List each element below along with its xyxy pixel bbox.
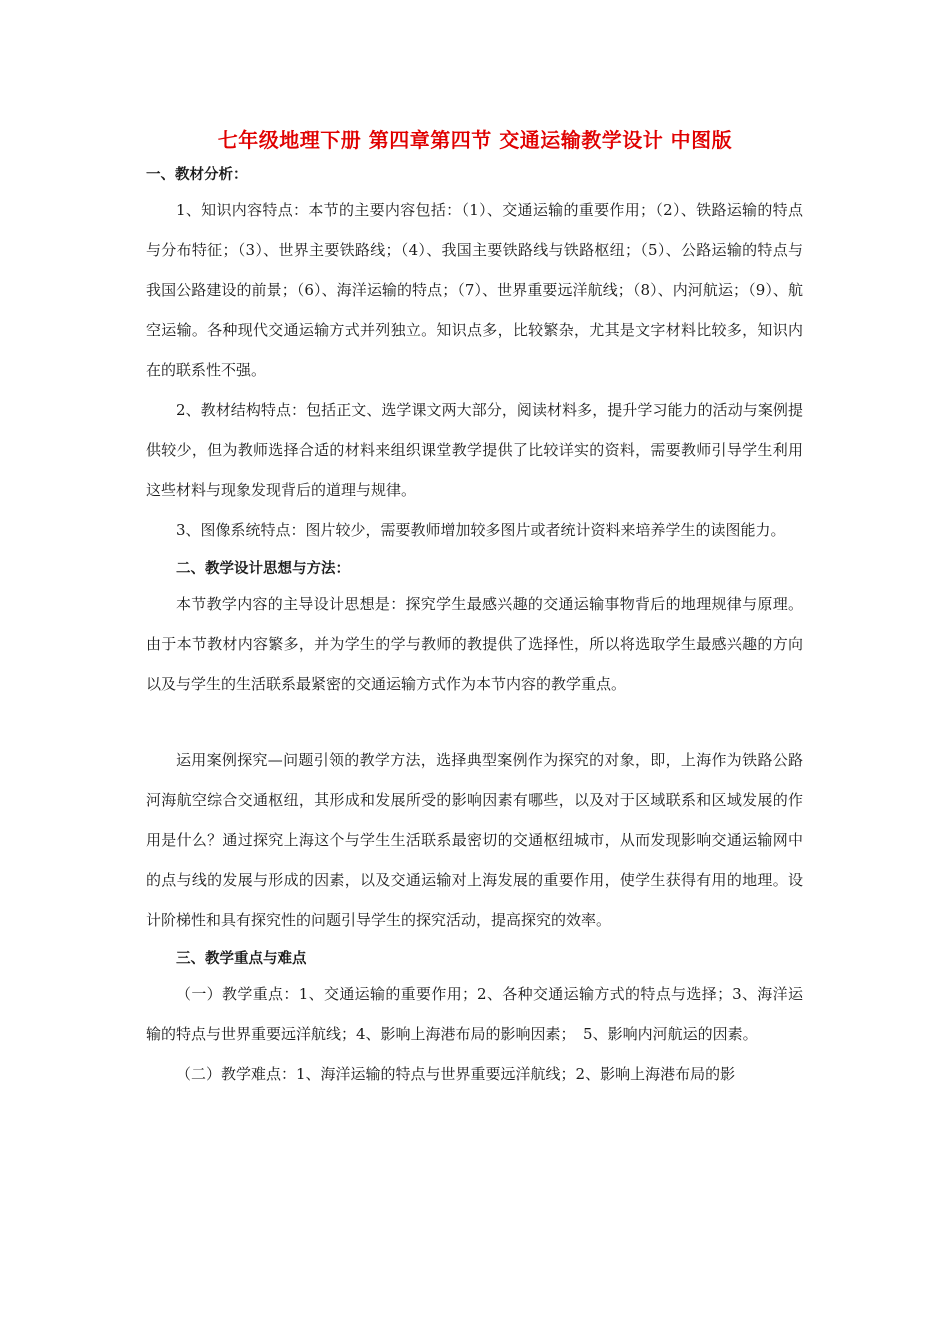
- document-title: 七年级地理下册 第四章第四节 交通运输教学设计 中图版: [217, 128, 733, 152]
- paragraph-gap: [146, 704, 803, 740]
- section-heading-3: 三、教学重点与难点: [176, 951, 307, 967]
- paragraph-knowledge-features: 1、知识内容特点：本节的主要内容包括：（1）、交通运输的重要作用；（2）、铁路运输的特点与分布特征；（3）、世界主要铁路线；（4）、我国主要铁路线与铁路枢纽；（5）、公路运输的特点与我国公路建设的前景；（6）、海洋运输的特点；（7）、世界重要远洋航线；（8）、内河航运；（9）、航空运输。各种现代交通运输方式并列独立。知识点多，比较繁杂，尤其是文字材料比较多，知识内在的联系性不强。: [146, 201, 803, 379]
- paragraph-design-idea: 本节教学内容的主导设计思想是：探究学生最感兴趣的交通运输事物背后的地理规律与原理。由于本节教材内容繁多，并为学生的学与教师的教提供了选择性，所以将选取学生最感兴趣的方向以及与学生的生活联系最紧密的交通运输方式作为本节内容的教学重点。: [146, 595, 803, 693]
- document-body: [146, 160, 803, 1094]
- paragraph-key-points: （一）教学重点：1、交通运输的重要作用；2、各种交通运输方式的特点与选择；3、海洋运输的特点与世界重要远洋航线；4、影响上海港布局的影响因素； 5、影响内河航运的因素。: [146, 985, 803, 1043]
- paragraph-teaching-method: 运用案例探究—问题引领的教学方法，选择典型案例作为探究的对象，即，上海作为铁路公路河海航空综合交通枢纽，其形成和发展所受的影响因素有哪些，以及对于区域联系和区域发展的作用是什么？通过探究上海这个与学生生活联系最密切的交通枢纽城市，从而发现影响交通运输网中的点与线的发展与形成的因素，以及交通运输对上海发展的重要作用，使学生获得有用的地理。设计阶梯性和具有探究性的问题引导学生的探究活动，提高探究的效率。: [146, 751, 803, 929]
- paragraph-difficult-points: （二）教学难点：1、海洋运输的特点与世界重要远洋航线；2、影响上海港布局的影: [176, 1065, 736, 1083]
- paragraph-structure-features: 2、教材结构特点：包括正文、选学课文两大部分，阅读材料多，提升学习能力的活动与案例提供较少，但为教师选择合适的材料来组织课堂教学提供了比较详实的资料，需要教师引导学生利用这些材料与现象发现背后的道理与规律。: [146, 401, 803, 499]
- section-heading-2: 二、教学设计思想与方法：: [176, 561, 350, 577]
- paragraph-image-features: 3、图像系统特点：图片较少，需要教师增加较多图片或者统计资料来培养学生的读图能力。: [176, 521, 786, 539]
- section-heading-1: 一、教材分析：: [146, 167, 248, 183]
